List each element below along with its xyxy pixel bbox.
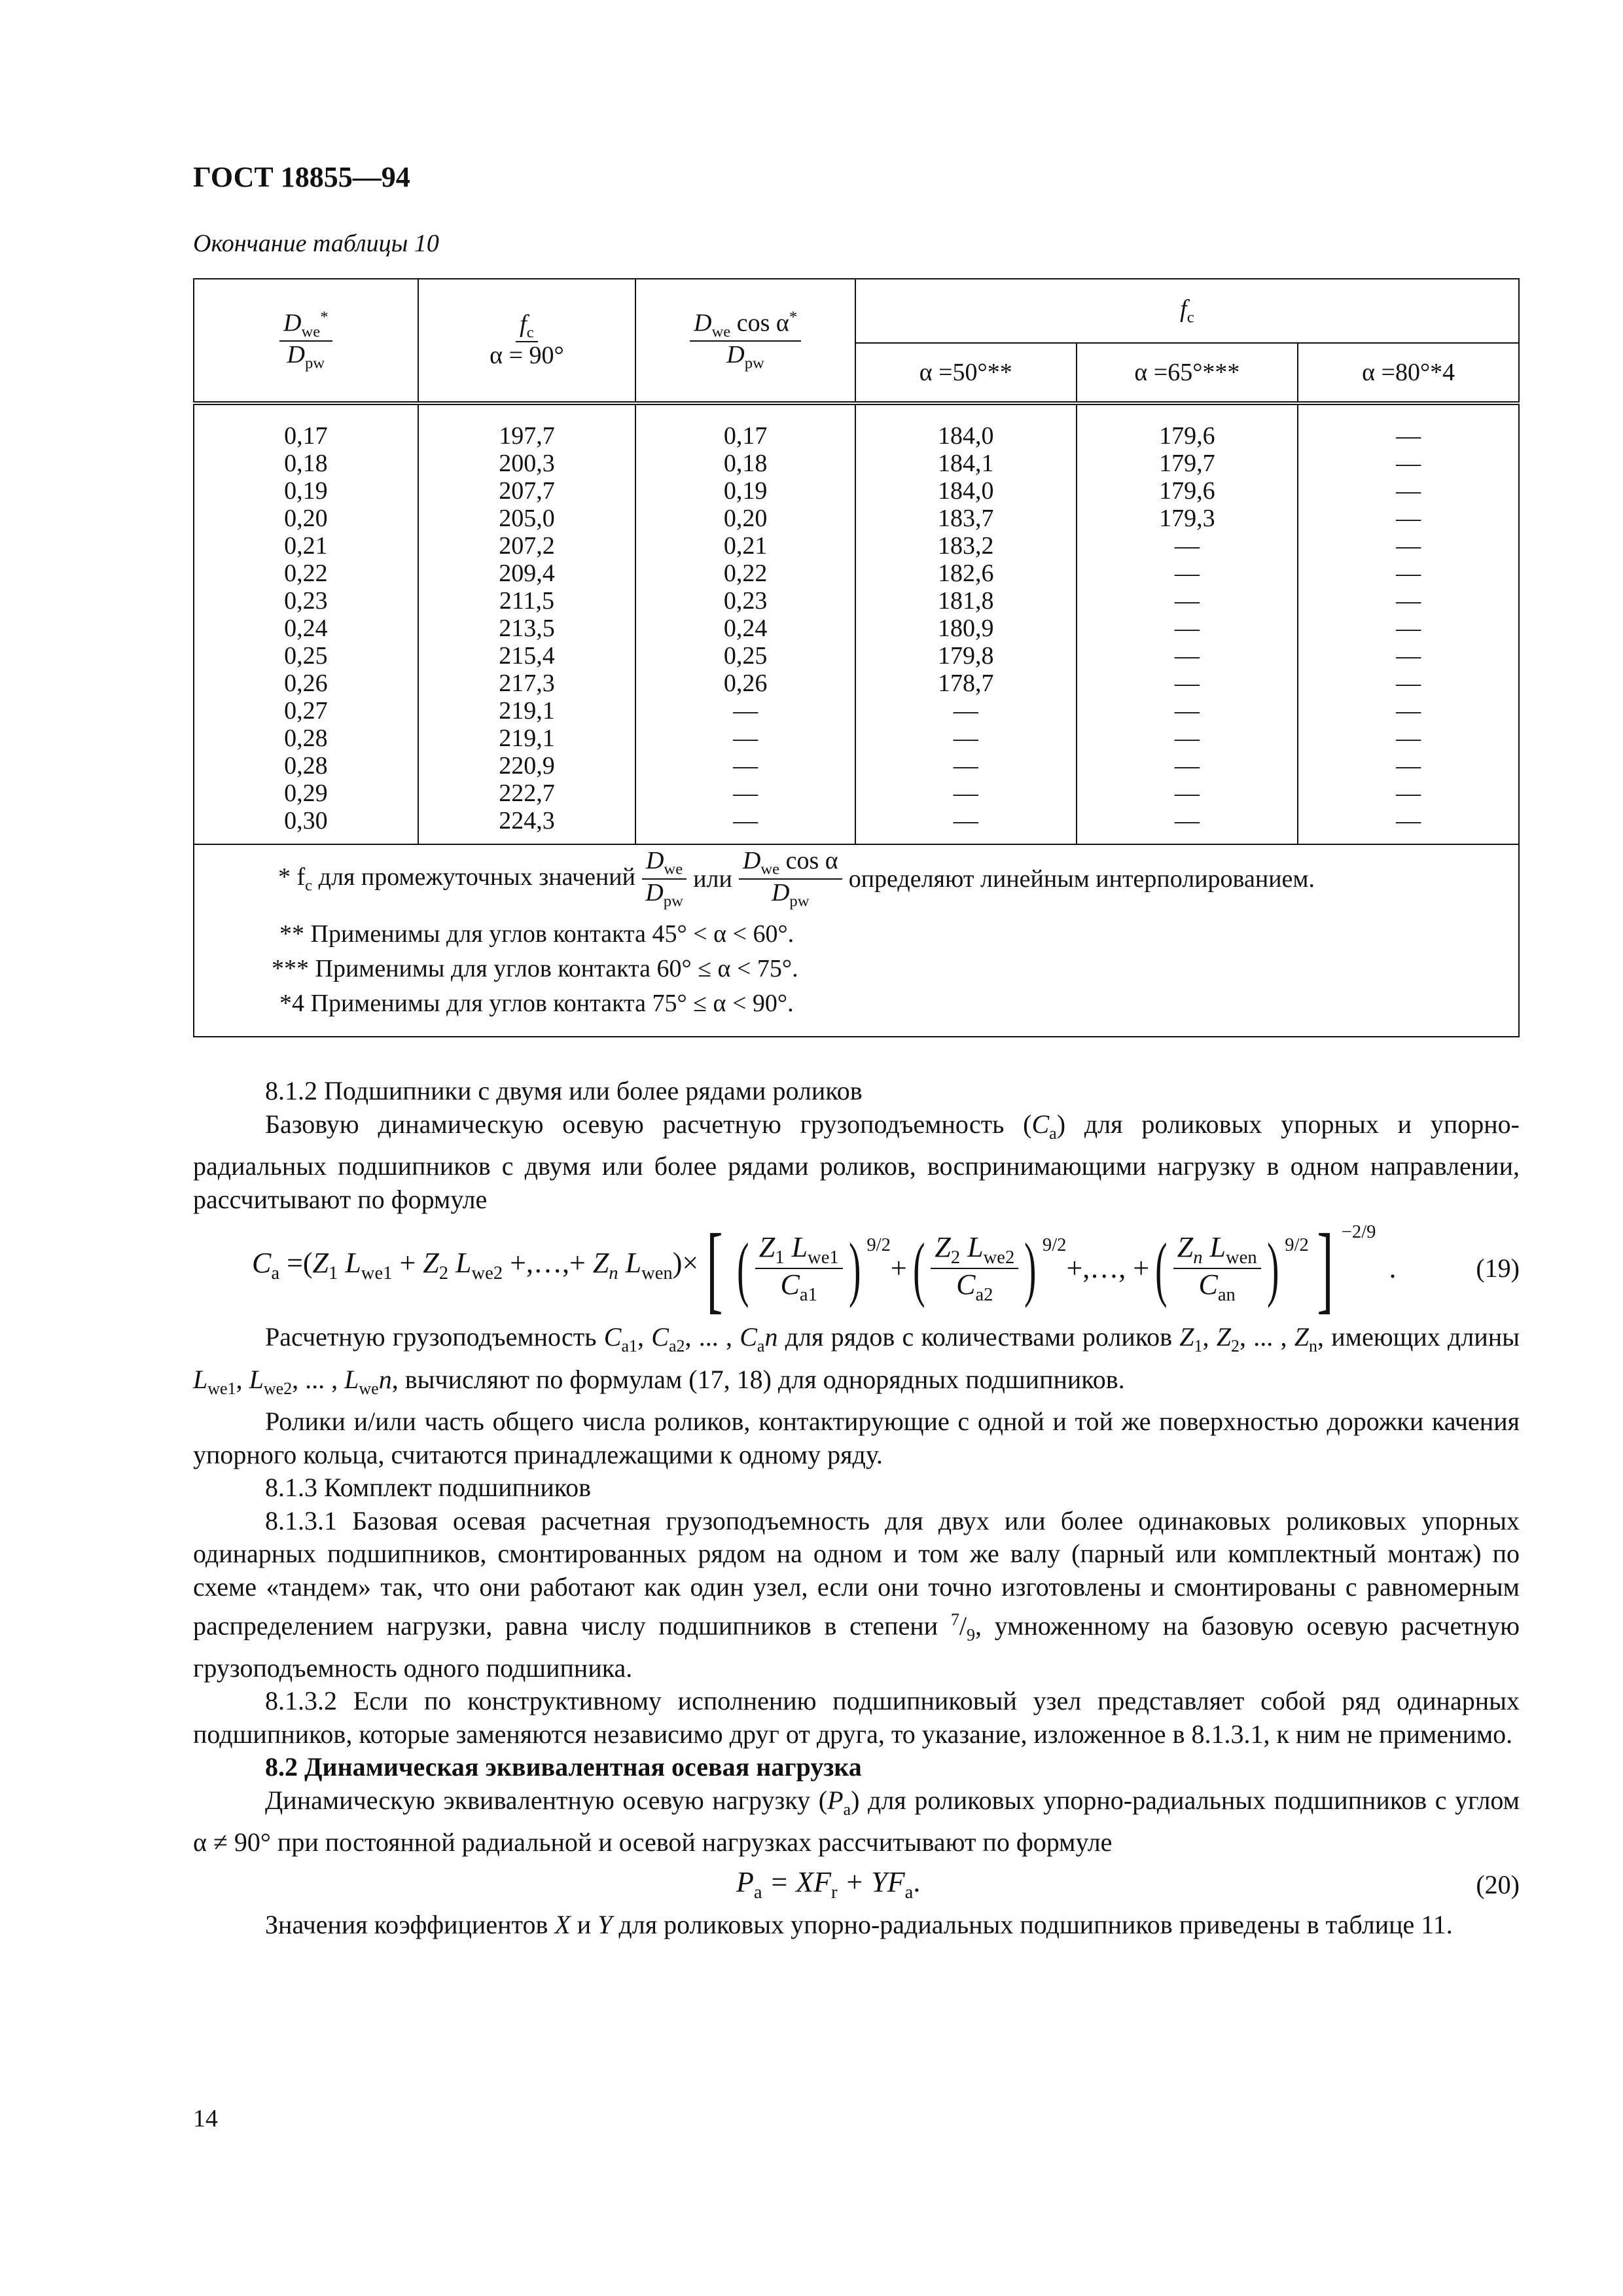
- text-run: a: [843, 1799, 851, 1819]
- text-run: 2: [1231, 1336, 1240, 1355]
- text-run: ,: [1202, 1322, 1217, 1352]
- table-cell: 183,2: [855, 532, 1077, 560]
- table-cell: 0,26: [635, 670, 855, 697]
- table-cell: —: [1298, 642, 1519, 670]
- table-cell: 179,7: [1077, 450, 1298, 477]
- text-run: a1: [621, 1336, 637, 1355]
- subheader-alpha-65: α =65°***: [1077, 343, 1298, 403]
- table-cell: 197,7: [418, 403, 636, 450]
- text-run: we1: [207, 1378, 236, 1398]
- text-run: , имеющих длины: [1317, 1322, 1520, 1352]
- table-cell: —: [1077, 780, 1298, 807]
- text-run: P: [827, 1785, 844, 1815]
- table-cell: 0,24: [635, 615, 855, 642]
- table-cell: —: [1077, 560, 1298, 587]
- table-row: [194, 780, 1519, 807]
- table-cell: 181,8: [855, 587, 1077, 615]
- text-run: 8.1.3 Комплект подшипников: [265, 1473, 592, 1502]
- table-cell: 0,20: [635, 505, 855, 532]
- table-cell: 0,21: [194, 532, 418, 560]
- text-run: C: [1031, 1109, 1050, 1139]
- table-cell: —: [1077, 752, 1298, 780]
- subheader-alpha-50: α =50°**: [855, 343, 1077, 403]
- document-header: ГОСТ 18855—94: [193, 161, 410, 193]
- text-run: 7: [950, 1610, 959, 1629]
- table-row: [194, 670, 1519, 697]
- table-cell: —: [1077, 615, 1298, 642]
- document-body: [193, 1075, 1520, 1941]
- table-cell: 213,5: [418, 615, 636, 642]
- text-run: Z: [1294, 1322, 1309, 1352]
- table-cell: 215,4: [418, 642, 636, 670]
- equation-number-20: (20): [1476, 1869, 1520, 1899]
- table-cell: 0,29: [194, 780, 418, 807]
- text-run: 8.1.2 Подшипники с двумя или более рядами роликов: [265, 1076, 863, 1105]
- header-dwe-dpw: $\frac{D_{we}^*}{D_{pw}}$: [194, 279, 418, 403]
- text-run: ,: [236, 1364, 249, 1394]
- table-cell: —: [1298, 532, 1519, 560]
- text-run: L: [249, 1364, 264, 1394]
- table-cell: 0,18: [635, 450, 855, 477]
- table-cell: —: [1077, 697, 1298, 725]
- table-cell: —: [635, 697, 855, 725]
- text-run: для роликовых упорно-радиальных подшипников приведены в таблице 11.: [612, 1909, 1453, 1939]
- header-fc-group: $f_c$: [855, 279, 1519, 343]
- text-run: для рядов с количествами роликов: [777, 1322, 1180, 1352]
- table-cell: —: [1077, 670, 1298, 697]
- table-row: [194, 450, 1519, 477]
- text-run: Динамическую эквивалентную осевую нагрузку (: [265, 1785, 828, 1815]
- table-cell: —: [855, 807, 1077, 844]
- text-run: Расчетную грузоподъемность: [265, 1322, 604, 1352]
- table-cell: 0,28: [194, 752, 418, 780]
- table-row: [194, 505, 1519, 532]
- table-cell: 217,3: [418, 670, 636, 697]
- text-run: Z: [1216, 1322, 1232, 1352]
- text-run: X: [554, 1909, 571, 1939]
- text-run: L: [344, 1364, 359, 1394]
- table-cell: —: [1298, 615, 1519, 642]
- text-run: , ... ,: [1240, 1322, 1294, 1352]
- table-cell: 179,6: [1077, 403, 1298, 450]
- paragraph-8-1-3-2: [193, 1685, 1520, 1751]
- text-run: 8.1.3.2 Если по конструктивному исполнению подшипниковый узел представляет собой ряд одинарных подшипников, которые заменяются независимо друг от друга, то указание, изложенное в 8.1.3.1, к ним не применимо.: [193, 1686, 1520, 1749]
- table-cell: 184,0: [855, 477, 1077, 505]
- table-cell: 0,25: [635, 642, 855, 670]
- table-cell: 179,3: [1077, 505, 1298, 532]
- text-run: a: [1049, 1123, 1057, 1143]
- table-cell: —: [1298, 725, 1519, 752]
- formula-19: $C_a =(Z_1$ $L_{we1} + Z_2$ $L_{we2}$ +,…,+ $Z_n$ $L_{wen})\times$ [ ( $\frac{Z_1 L_{we1}}{C_{a1}}$ ) $^{9/2}$ + ( $\frac{Z_2 L_{we2}}{C_{a2}}$ ) $^{9/2}$ +,…, + ( $\frac{Z_n L_{wen}}{C_{an}}$ ) $^{9/2}$ ] $^{-2/9}$ . (19): [252, 1214, 1520, 1323]
- table-cell: —: [1077, 587, 1298, 615]
- subheader-alpha-80: α =80°*4: [1298, 343, 1519, 403]
- table-cell: 0,25: [194, 642, 418, 670]
- table-cell: 180,9: [855, 615, 1077, 642]
- table-cell: —: [1077, 642, 1298, 670]
- table-cell: —: [1298, 403, 1519, 450]
- table-cell: 0,22: [194, 560, 418, 587]
- footnote-1: * $f_c$ для промежуточных значений $\frac{D_{we}}{D_{pw}}$ или $\frac{D_{we} \cos \alpha}{D_{pw}}$ определяют линейным интерполированием.: [278, 847, 1315, 910]
- table-cell: 0,22: [635, 560, 855, 587]
- table-cell: 0,30: [194, 807, 418, 844]
- table-cell: —: [1298, 752, 1519, 780]
- table-cell: 179,8: [855, 642, 1077, 670]
- text-run: 8.2 Динамическая эквивалентная осевая нагрузка: [265, 1752, 862, 1782]
- text-run: n: [764, 1322, 778, 1352]
- table-cell: 183,7: [855, 505, 1077, 532]
- table-cell: 184,0: [855, 403, 1077, 450]
- table-cell: 211,5: [418, 587, 636, 615]
- table-row: [194, 642, 1519, 670]
- table-cell: 179,6: [1077, 477, 1298, 505]
- text-run: a2: [668, 1336, 685, 1355]
- table-cell: —: [855, 697, 1077, 725]
- table-cell: 222,7: [418, 780, 636, 807]
- footnote-2: ** Применимы для углов контакта 45° < α < 60°.: [279, 920, 794, 948]
- table-row: [194, 697, 1519, 725]
- table-cell: 0,23: [635, 587, 855, 615]
- text-run: we2: [263, 1378, 293, 1398]
- paragraph: [193, 1108, 1520, 1217]
- table-cell: 178,7: [855, 670, 1077, 697]
- text-run: C: [651, 1322, 669, 1352]
- table-cell: 0,17: [635, 403, 855, 450]
- table-footnotes: [193, 828, 1520, 1037]
- table-cell: 207,2: [418, 532, 636, 560]
- table-cell: 207,7: [418, 477, 636, 505]
- text-run: C: [603, 1322, 622, 1352]
- page-number: 14: [193, 2105, 218, 2132]
- text-run: и: [570, 1909, 598, 1939]
- table-cell: —: [1298, 670, 1519, 697]
- table-row: [194, 725, 1519, 752]
- table-cell: 0,19: [194, 477, 418, 505]
- table-cell: 0,23: [194, 587, 418, 615]
- text-run: C: [740, 1322, 757, 1352]
- table-cell: —: [635, 752, 855, 780]
- text-run: , ... ,: [685, 1322, 740, 1352]
- text-run: , вычисляют по формулам (17, 18) для однорядных подшипников.: [391, 1364, 1125, 1394]
- table-row: [194, 403, 1519, 450]
- text-run: ) для роликовых упорных и упорно-радиальных подшипников с двумя или более рядами роликов, воспринимающими нагрузку в одном направлении, рассчитывают по формуле: [193, 1109, 1520, 1214]
- section-heading-8-1-3: [193, 1471, 1520, 1505]
- paragraph: [193, 1405, 1520, 1471]
- table-cell: —: [1077, 532, 1298, 560]
- table-cell: —: [635, 725, 855, 752]
- table-row: [194, 587, 1519, 615]
- text-run: Y: [597, 1909, 613, 1939]
- header-dwe-cos-dpw: $\frac{D_{we} \cos \alpha^*}{D_{pw}}$: [635, 279, 855, 403]
- table-cell: 0,21: [635, 532, 855, 560]
- table-cell: 219,1: [418, 697, 636, 725]
- text-run: a: [757, 1336, 765, 1355]
- section-heading-8-1-2: [193, 1075, 1520, 1108]
- table-cell: 0,18: [194, 450, 418, 477]
- table-cell: 224,3: [418, 807, 636, 844]
- table-cell: —: [1298, 477, 1519, 505]
- table-row: [194, 560, 1519, 587]
- table-cell: —: [1077, 807, 1298, 844]
- table-cell: —: [1298, 587, 1519, 615]
- table-cell: 0,20: [194, 505, 418, 532]
- text-run: Ролики и/или часть общего числа роликов, контактирующие с одной и той же поверхностью дорожки качения упорного кольца, считаются принадлежащими к одному ряду.: [193, 1407, 1520, 1469]
- table-cell: —: [855, 780, 1077, 807]
- table-cell: 220,9: [418, 752, 636, 780]
- table-cell: 0,19: [635, 477, 855, 505]
- paragraph-8-1-3-1: [193, 1505, 1520, 1685]
- table-caption: Окончание таблицы 10: [193, 230, 439, 257]
- table-cell: —: [635, 780, 855, 807]
- table-cell: —: [635, 807, 855, 844]
- table-cell: 219,1: [418, 725, 636, 752]
- equation-number-19: (19): [1476, 1253, 1520, 1283]
- table-cell: 182,6: [855, 560, 1077, 587]
- table-row: [194, 477, 1519, 505]
- text-run: n: [378, 1364, 392, 1394]
- table-cell: —: [855, 752, 1077, 780]
- table-cell: —: [1298, 780, 1519, 807]
- table-cell: 0,28: [194, 725, 418, 752]
- table-cell: —: [1298, 560, 1519, 587]
- text-run: 1: [1194, 1336, 1203, 1355]
- table-10: [193, 278, 1520, 845]
- text-run: we: [359, 1378, 379, 1398]
- section-heading-8-2: [193, 1751, 1520, 1784]
- footnote-3: *** Применимы для углов контакта 60° ≤ α < 75°.: [272, 955, 798, 982]
- paragraph: [193, 1784, 1520, 1859]
- table-row: [194, 615, 1519, 642]
- table-row: [194, 532, 1519, 560]
- paragraph: [193, 1909, 1520, 1942]
- paragraph: [193, 1321, 1520, 1405]
- text-run: 8.1.3.1 Базовая осевая расчетная грузоподъемность для двух или более одинаковых роликовых упорных одинарных подшипников, смонтированных рядом на одном и том же валу (парный или комплектный монтаж) по схеме «тандем» так, что они работают как один узел, если они точно изготовлены и смонтированы с равномерным распределением нагрузки, равна числу подшипников в степени: [193, 1505, 1520, 1641]
- table-cell: —: [1298, 807, 1519, 844]
- table-cell: 0,27: [194, 697, 418, 725]
- text-run: L: [193, 1364, 208, 1394]
- footnote-4: *4 Применимы для углов контакта 75° ≤ α < 90°.: [279, 990, 794, 1017]
- text-run: , умноженному на базовую осевую расчетную грузоподъемность одного подшипника.: [193, 1611, 1520, 1683]
- table-cell: —: [1298, 697, 1519, 725]
- text-run: Значения коэффициентов: [265, 1909, 555, 1939]
- text-run: 9: [966, 1625, 975, 1645]
- table-cell: 0,24: [194, 615, 418, 642]
- text-run: , ... ,: [292, 1364, 345, 1394]
- header-fc-90: $\frac{f_c}{\alpha = 90^\circ}$: [418, 279, 636, 403]
- table-cell: 184,1: [855, 450, 1077, 477]
- table-row: [194, 752, 1519, 780]
- text-run: Z: [1179, 1322, 1194, 1352]
- text-run: n: [1309, 1336, 1317, 1355]
- table-cell: —: [855, 725, 1077, 752]
- text-run: ,: [637, 1322, 652, 1352]
- table-cell: 209,4: [418, 560, 636, 587]
- table-cell: 200,3: [418, 450, 636, 477]
- table-cell: —: [1298, 450, 1519, 477]
- table-cell: —: [1077, 725, 1298, 752]
- table-cell: 0,17: [194, 403, 418, 450]
- text-run: ) для роликовых упорно-радиальных подшипников с углом α ≠ 90° при постоянной радиальной и осевой нагрузках рассчитывают по формуле: [193, 1785, 1520, 1857]
- text-run: /: [959, 1611, 967, 1641]
- formula-20: $P_a = XF_r + YF_a$. (20): [736, 1865, 1520, 1903]
- text-run: Базовую динамическую осевую расчетную грузоподъемность (: [265, 1109, 1032, 1139]
- table-cell: 205,0: [418, 505, 636, 532]
- table-cell: —: [1298, 505, 1519, 532]
- table-cell: 0,26: [194, 670, 418, 697]
